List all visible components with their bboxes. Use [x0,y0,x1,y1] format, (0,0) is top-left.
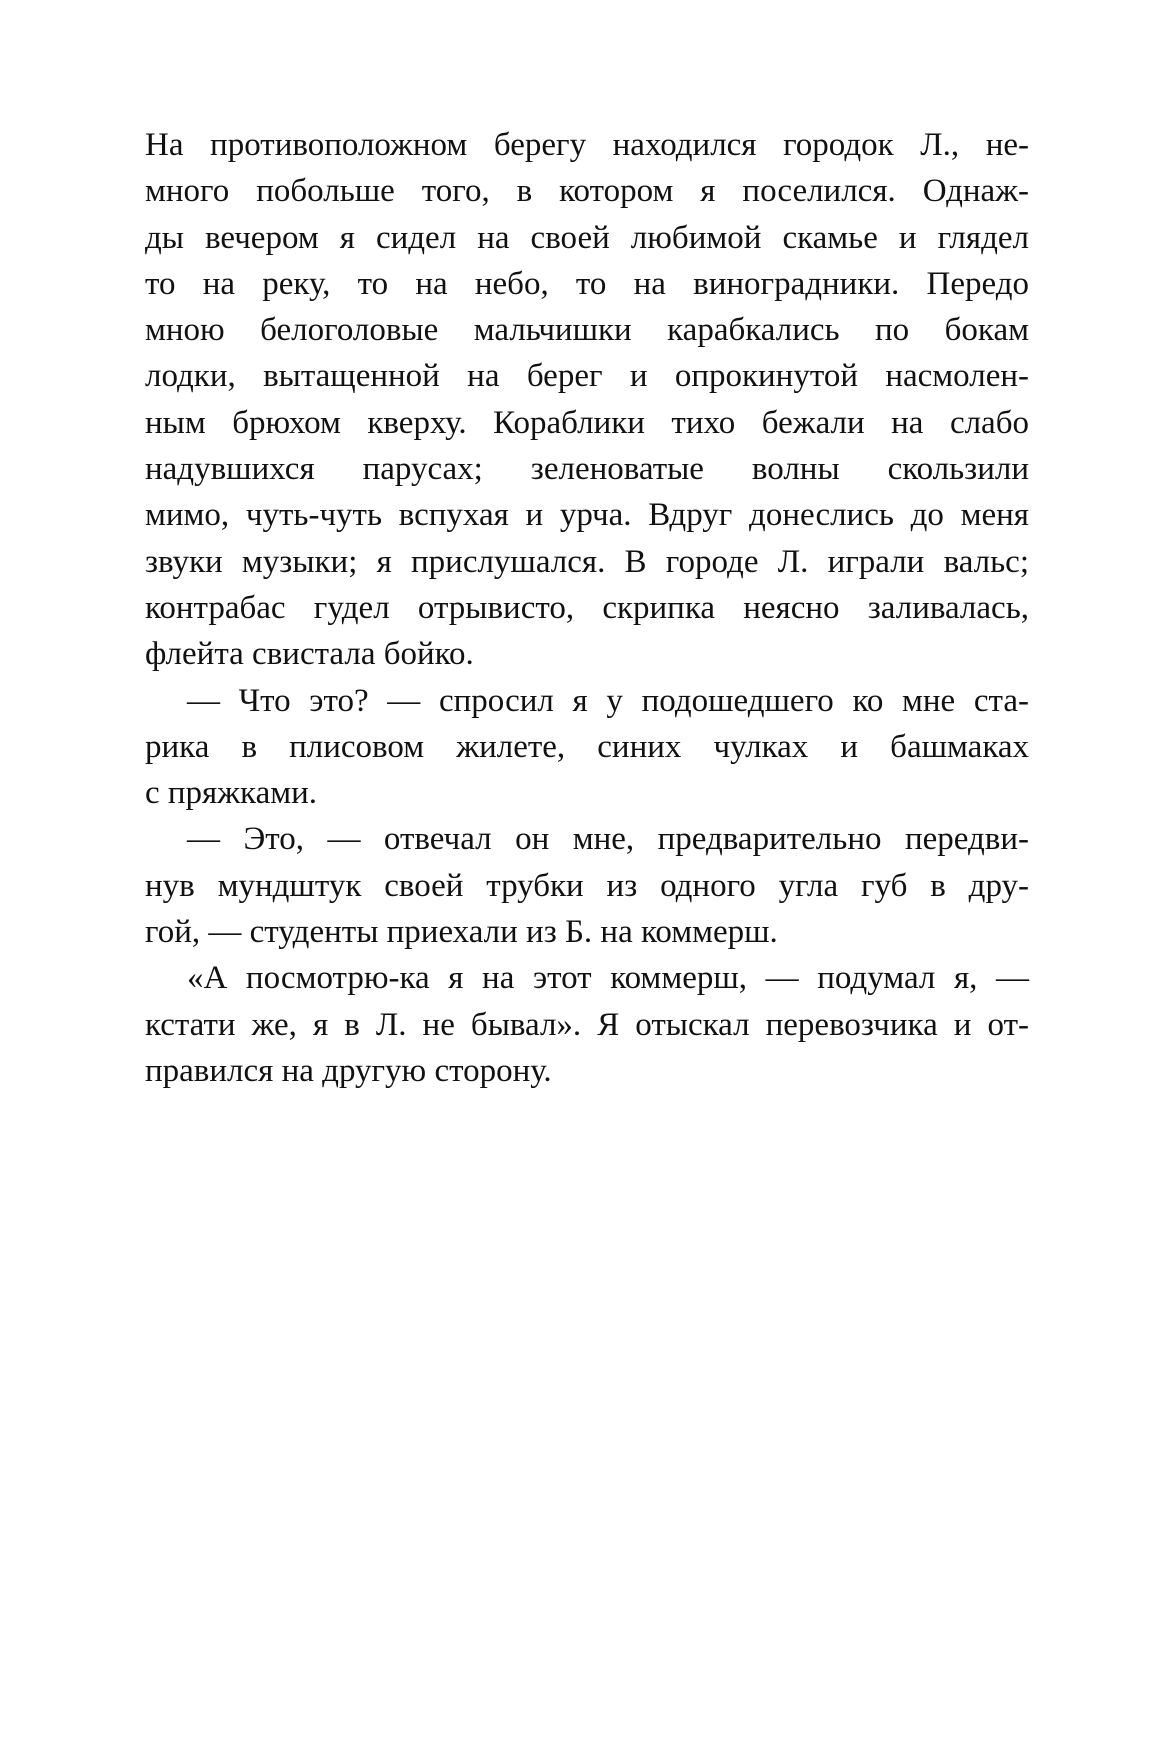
text-line: нув мундштук своей трубки из одного угла губ в дру- [145,867,1029,904]
text-line: На противоположном берегу находился городок Л., не- [145,127,1029,163]
text-line: — Что это? — спросил я у подошедшего ко мне ста- [187,682,1029,719]
paragraph [145,816,1029,955]
paragraph [145,678,1029,817]
text-line: мимо, чуть-чуть вспухая и урча. Вдруг донеслись до меня [145,497,1029,534]
text-line: ды вечером я сидел на своей любимой скамье и глядел [145,219,1029,256]
text-line: «А посмотрю-ка я на этот коммерш, — подумал я, — [187,960,1029,997]
text-line: надувшихся парусах; зеленоватые волны скользили [145,451,1029,488]
text-line: звуки музыки; я прислушался. В городе Л. играли вальс; [145,543,1029,580]
text-line: гой, — студенты приехали из Б. на коммерш. [145,914,778,951]
text-line: кстати же, я в Л. не бывал». Я отыскал перевозчика и от- [145,1006,1029,1043]
text-line: лодки, вытащенной на берег и опрокинутой насмолен- [145,358,1029,395]
text-line: то на реку, то на небо, то на виноградники. Передо [145,265,1029,302]
paragraph [145,955,1029,1094]
text-line: правился на другую сторону. [145,1052,552,1089]
text-line: с пряжками. [145,775,318,812]
book-page-text [145,122,1029,1094]
text-line: ным брюхом кверху. Кораблики тихо бежали на слабо [145,404,1029,441]
text-line: флейта свистала бойко. [145,636,474,673]
paragraph [145,122,1029,678]
text-line: мною белоголовые мальчишки карабкались по бокам [145,312,1029,349]
text-line: рика в плисовом жилете, синих чулках и башмаках [145,728,1029,765]
text-line: много побольше того, в котором я поселился. Однаж- [145,173,1029,210]
text-line: контрабас гудел отрывисто, скрипка неясно заливалась, [145,589,1029,626]
text-line: — Это, — отвечал он мне, предварительно передви- [187,821,1029,858]
